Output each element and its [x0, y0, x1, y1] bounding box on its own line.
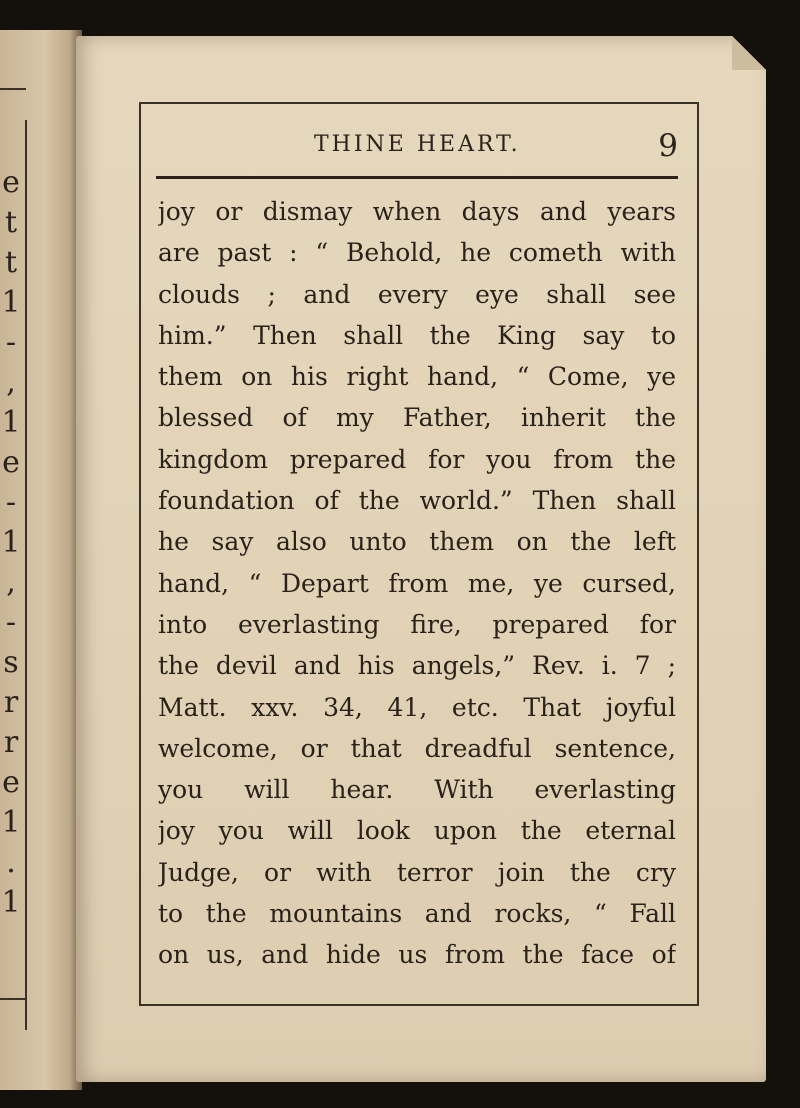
previous-page-glyph: 1: [1, 885, 21, 920]
text-line: on us, and hide us from the face of: [158, 940, 676, 970]
previous-page-glyph: 1: [1, 525, 21, 560]
text-line: them on his right hand, “ Come, ye: [158, 362, 676, 392]
text-line: kingdom prepared for you from the: [158, 444, 676, 474]
text-line: Judge, or with terror join the cry: [158, 857, 676, 887]
text-line: he say also unto them on the left: [158, 527, 676, 557]
previous-page-glyph: -: [5, 325, 17, 360]
text-line: clouds ; and every eye shall see: [158, 279, 676, 309]
previous-page-glyph: 1: [1, 285, 21, 320]
text-line: joy or dismay when days and years: [158, 197, 676, 226]
previous-page-glyph: e: [2, 445, 20, 480]
running-head-title: THINE HEART.: [314, 132, 521, 157]
text-line: joy you will look upon the eternal: [158, 816, 676, 846]
text-line: welcome, or that dreadful sentence,: [158, 733, 676, 763]
text-line: are past : “ Behold, he cometh with: [158, 238, 676, 268]
text-line: Matt. xxv. 34, 41, etc. That joyful: [158, 692, 676, 722]
previous-page-glyph: ,: [6, 565, 16, 600]
previous-page-glyph: ,: [6, 365, 16, 400]
text-line: you will hear. With everlasting: [158, 775, 676, 805]
text-line: the devil and his angels,” Rev. i. 7 ;: [158, 651, 676, 681]
text-line: to the mountains and rocks, “ Fall: [158, 899, 676, 929]
previous-page-top-rule: [0, 88, 26, 90]
text-line: hand, “ Depart from me, ye cursed,: [158, 568, 676, 598]
page-number: 9: [658, 128, 678, 164]
previous-page-glyph: -: [5, 485, 17, 520]
previous-page-glyph: t: [4, 245, 18, 280]
running-head-rule: [156, 176, 678, 179]
text-line: into everlasting fire, prepared for: [158, 609, 676, 639]
previous-page-glyph: -: [5, 605, 17, 640]
body-text: [158, 191, 676, 976]
running-head: [156, 128, 678, 174]
previous-page-glyph: r: [3, 685, 19, 720]
previous-page-glyph: s: [3, 645, 19, 680]
previous-page-glyph: 1: [1, 405, 21, 440]
text-line: foundation of the world.” Then shall: [158, 486, 676, 516]
text-line: blessed of my Father, inherit the: [158, 403, 676, 433]
previous-page-glyph: .: [6, 845, 16, 880]
previous-page-glyph: t: [4, 205, 18, 240]
previous-page-glyph: e: [2, 765, 20, 800]
previous-page-cut-text: [0, 165, 22, 920]
dog-ear-corner: [732, 36, 766, 70]
previous-page-glyph: r: [3, 725, 19, 760]
previous-page-bottom-rule: [0, 998, 26, 1000]
previous-page-glyph: e: [2, 165, 20, 200]
previous-page-glyph: 1: [1, 805, 21, 840]
previous-page-frame-rule: [25, 120, 27, 1030]
book-page: [76, 36, 766, 1082]
previous-page-edge: [0, 30, 82, 1090]
text-line: him.” Then shall the King say to: [158, 320, 676, 350]
